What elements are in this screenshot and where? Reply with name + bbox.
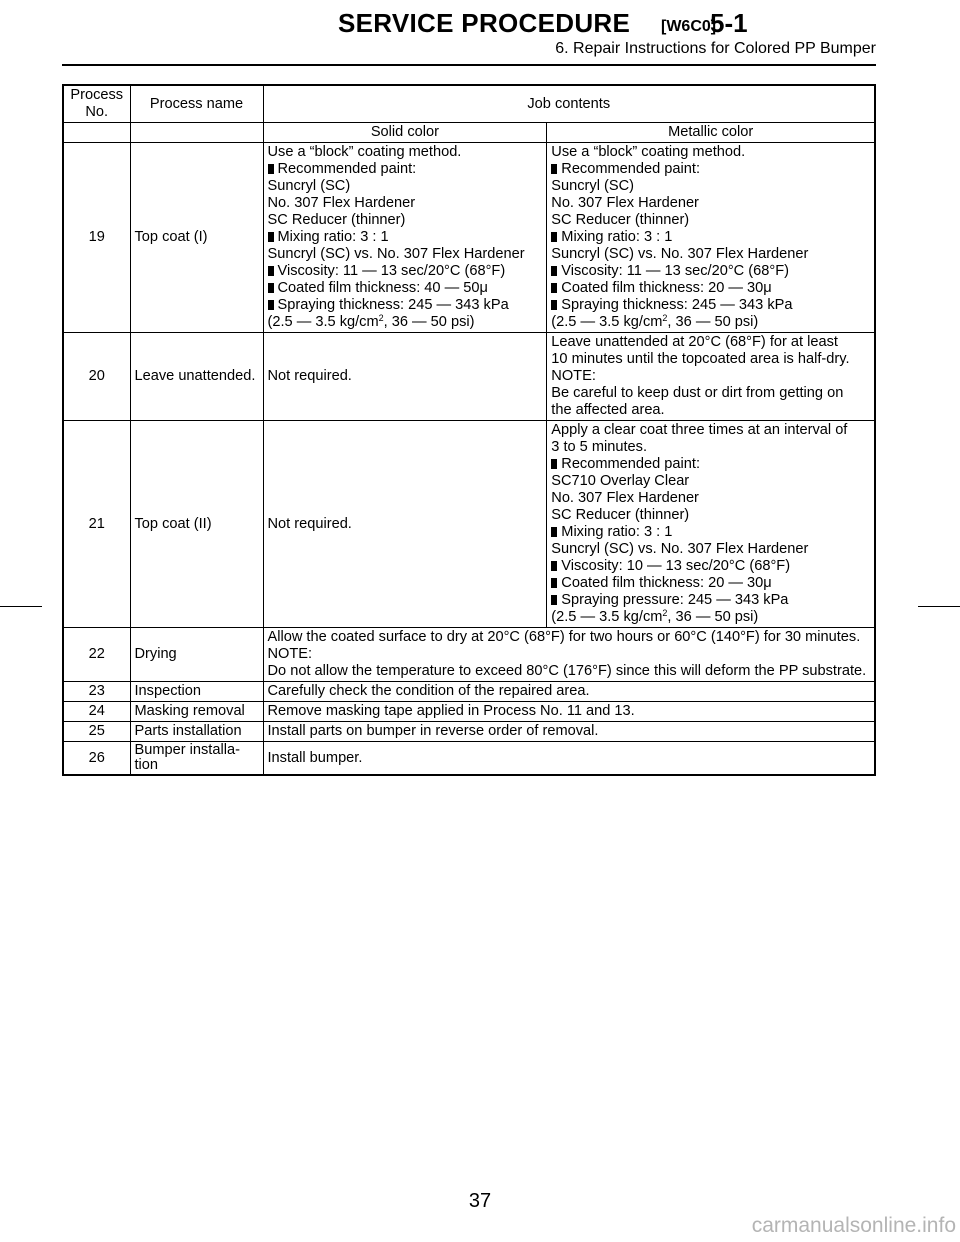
line-text: Be careful to keep dust or dirt from getting on [551, 385, 844, 401]
text-line [551, 314, 870, 331]
text-line [551, 490, 870, 507]
line-text: Spraying thickness: 245 — 343 kPa [561, 297, 793, 313]
header-process-name: Process name [130, 85, 263, 123]
bullet-icon [551, 164, 557, 174]
solid-color-contents [263, 143, 547, 333]
process-number: 23 [63, 682, 130, 702]
subheader-spacer [63, 123, 130, 143]
bullet-icon [268, 164, 274, 174]
superscript: 2 [378, 313, 384, 323]
header-solid-color: Solid color [263, 123, 547, 143]
line-text: Suncryl (SC) vs. No. 307 Flex Hardener [551, 246, 809, 262]
line-text: Coated film thickness: 20 — 30μ [561, 575, 772, 591]
process-name: Drying [130, 628, 263, 682]
line-text: Install parts on bumper in reverse order of removal. [267, 723, 599, 739]
process-number: 21 [63, 421, 130, 628]
line-text: Mixing ratio: 3 : 1 [561, 229, 673, 245]
bullet-icon [268, 300, 274, 310]
process-number: 20 [63, 333, 130, 421]
text-line [551, 212, 870, 229]
text-line [551, 178, 870, 195]
bullet-icon [551, 595, 557, 605]
text-line [268, 703, 871, 720]
line-text: No. 307 Flex Hardener [551, 490, 699, 506]
line-text: Coated film thickness: 40 — 50μ [277, 280, 488, 296]
line-text: SC Reducer (thinner) [267, 212, 406, 228]
process-name: Top coat (I) [130, 143, 263, 333]
text-line [268, 229, 543, 246]
table-row [63, 421, 875, 628]
process-name-line: Bumper installa- [134, 742, 240, 758]
header-process-no: Process No. [63, 85, 130, 123]
process-name [130, 742, 263, 776]
text-line [551, 473, 870, 490]
table-row [63, 722, 875, 742]
header-subtitle: 6. Repair Instructions for Colored PP Bumper [555, 40, 876, 57]
bullet-icon [268, 266, 274, 276]
line-text: Apply a clear coat three times at an interval of [551, 422, 848, 438]
text-line [268, 683, 871, 700]
text-line [268, 212, 543, 229]
bullet-icon [551, 561, 557, 571]
page-number: 37 [468, 1190, 492, 1212]
text-line [268, 246, 543, 263]
text-line [551, 263, 870, 280]
bullet-icon [551, 459, 557, 469]
text-line [551, 422, 870, 439]
text-line [551, 351, 870, 368]
metallic-color-contents [547, 143, 875, 333]
text-line [268, 161, 543, 178]
metallic-color-contents [547, 421, 875, 628]
text-line [551, 575, 870, 592]
metallic-color-contents [547, 333, 875, 421]
line-text: SC710 Overlay Clear [551, 473, 690, 489]
job-contents-full [263, 722, 875, 742]
text-line [551, 334, 870, 351]
cell-lines [268, 144, 543, 331]
text-line [268, 646, 871, 663]
line-text: SC Reducer (thinner) [551, 507, 690, 523]
line-text: the affected area. [551, 402, 665, 418]
line-text: 10 minutes until the topcoated area is half-dry. [551, 351, 850, 367]
text-line [551, 280, 870, 297]
process-table [62, 84, 876, 776]
line-text: Leave unattended at 20°C (68°F) for at least [551, 334, 838, 350]
cell-lines [268, 629, 871, 680]
solid-color-contents: Not required. [263, 421, 547, 628]
line-text: SC Reducer (thinner) [551, 212, 690, 228]
text-line [268, 750, 871, 767]
line-text: Viscosity: 10 — 13 sec/20°C (68°F) [561, 558, 791, 574]
line-text: No. 307 Flex Hardener [267, 195, 416, 211]
process-name: Leave unattended. [130, 333, 263, 421]
process-name: Masking removal [130, 702, 263, 722]
text-line [268, 663, 871, 680]
line-text: (2.5 — 3.5 kg/cm [551, 609, 663, 625]
text-line [551, 161, 870, 178]
text-line [551, 558, 870, 575]
bullet-icon [268, 232, 274, 242]
line-text: NOTE: [267, 646, 313, 662]
process-name: Top coat (II) [130, 421, 263, 628]
process-name: Inspection [130, 682, 263, 702]
line-text: 3 to 5 minutes. [551, 439, 648, 455]
bullet-icon [268, 283, 274, 293]
text-line [551, 229, 870, 246]
line-text: Recommended paint: [561, 456, 701, 472]
solid-color-contents: Not required. [263, 333, 547, 421]
text-line [551, 385, 870, 402]
process-number: 22 [63, 628, 130, 682]
line-text: Suncryl (SC) vs. No. 307 Flex Hardener [551, 541, 809, 557]
cell-lines [551, 334, 870, 419]
text-line [268, 723, 871, 740]
line-text: Mixing ratio: 3 : 1 [277, 229, 389, 245]
bullet-icon [551, 266, 557, 276]
text-line [551, 297, 870, 314]
text-line [551, 195, 870, 212]
bullet-icon [551, 300, 557, 310]
line-text: (2.5 — 3.5 kg/cm [267, 314, 379, 330]
text-line [551, 402, 870, 419]
header-metallic-color: Metallic color [547, 123, 875, 143]
page-header [62, 6, 876, 82]
text-line [268, 314, 543, 331]
job-contents-full [263, 628, 875, 682]
table-row [63, 682, 875, 702]
table-body [63, 123, 875, 776]
table-subheader-row [63, 123, 875, 143]
text-line [551, 541, 870, 558]
line-text: No. 307 Flex Hardener [551, 195, 699, 211]
line-text: Remove masking tape applied in Process No. 11 and 13. [267, 703, 635, 719]
table-row [63, 742, 875, 776]
text-line [551, 144, 870, 161]
table-header-row [63, 85, 875, 123]
header-rule [62, 64, 876, 66]
text-line [551, 439, 870, 456]
cell-lines [268, 750, 871, 767]
line-text: Recommended paint: [561, 161, 701, 177]
line-text: Carefully check the condition of the repaired area. [267, 683, 590, 699]
cell-lines [551, 144, 870, 331]
line-text: Recommended paint: [277, 161, 417, 177]
line-text: Do not allow the temperature to exceed 80°C (176°F) since this will deform the PP substrate. [267, 663, 867, 679]
process-number: 26 [63, 742, 130, 776]
table-row [63, 702, 875, 722]
header-title: SERVICE PROCEDURE [338, 8, 631, 38]
text-line [551, 246, 870, 263]
text-line [551, 524, 870, 541]
line-text-after: , 36 — 50 psi) [383, 314, 475, 330]
bullet-icon [551, 527, 557, 537]
line-text: NOTE: [551, 368, 596, 384]
bullet-icon [551, 232, 557, 242]
line-text: Viscosity: 11 — 13 sec/20°C (68°F) [277, 263, 506, 279]
header-job-contents: Job contents [263, 85, 875, 123]
process-name: Parts installation [130, 722, 263, 742]
left-crop-mark [0, 606, 42, 607]
text-line [551, 609, 870, 626]
text-line [551, 368, 870, 385]
line-text: Use a “block” coating method. [267, 144, 462, 160]
process-number: 19 [63, 143, 130, 333]
line-text-after: , 36 — 50 psi) [667, 314, 759, 330]
process-name-line: tion [134, 757, 159, 773]
line-text: Viscosity: 11 — 13 sec/20°C (68°F) [561, 263, 789, 279]
header-code: [W6C0] [661, 18, 717, 35]
text-line [268, 297, 543, 314]
text-line [551, 592, 870, 609]
line-text: Mixing ratio: 3 : 1 [561, 524, 673, 540]
line-text: Use a “block” coating method. [551, 144, 746, 160]
table-row [63, 143, 875, 333]
process-number: 25 [63, 722, 130, 742]
watermark: carmanualsonline.info [751, 1214, 956, 1237]
text-line [268, 144, 543, 161]
job-contents-full [263, 702, 875, 722]
right-crop-mark [918, 606, 960, 607]
table-row [63, 628, 875, 682]
text-line [268, 629, 871, 646]
subheader-spacer [130, 123, 263, 143]
line-text: Suncryl (SC) [551, 178, 634, 194]
line-text: Suncryl (SC) [267, 178, 351, 194]
bullet-icon [551, 283, 557, 293]
text-line [268, 263, 543, 280]
table-row [63, 333, 875, 421]
text-line [268, 178, 543, 195]
text-line [268, 195, 543, 212]
line-text: Install bumper. [267, 749, 363, 766]
superscript: 2 [662, 313, 668, 323]
text-line [551, 507, 870, 524]
header-section-number: 5-1 [710, 8, 748, 38]
text-line [268, 280, 543, 297]
line-text: Suncryl (SC) vs. No. 307 Flex Hardener [267, 246, 525, 262]
cell-lines [268, 723, 871, 740]
line-text: Allow the coated surface to dry at 20°C (68°F) for two hours or 60°C (140°F) for 30 minutes. [267, 629, 861, 645]
line-text: Spraying pressure: 245 — 343 kPa [561, 592, 789, 608]
text-line [551, 456, 870, 473]
line-text: Coated film thickness: 20 — 30μ [561, 280, 772, 296]
job-contents-full [263, 682, 875, 702]
line-text: (2.5 — 3.5 kg/cm [551, 314, 663, 330]
process-number: 24 [63, 702, 130, 722]
superscript: 2 [662, 608, 668, 618]
job-contents-full [263, 742, 875, 776]
cell-lines [268, 683, 871, 700]
line-text: Spraying thickness: 245 — 343 kPa [277, 297, 509, 313]
bullet-icon [551, 578, 557, 588]
cell-lines [268, 703, 871, 720]
cell-lines [551, 422, 870, 626]
line-text-after: , 36 — 50 psi) [667, 609, 759, 625]
